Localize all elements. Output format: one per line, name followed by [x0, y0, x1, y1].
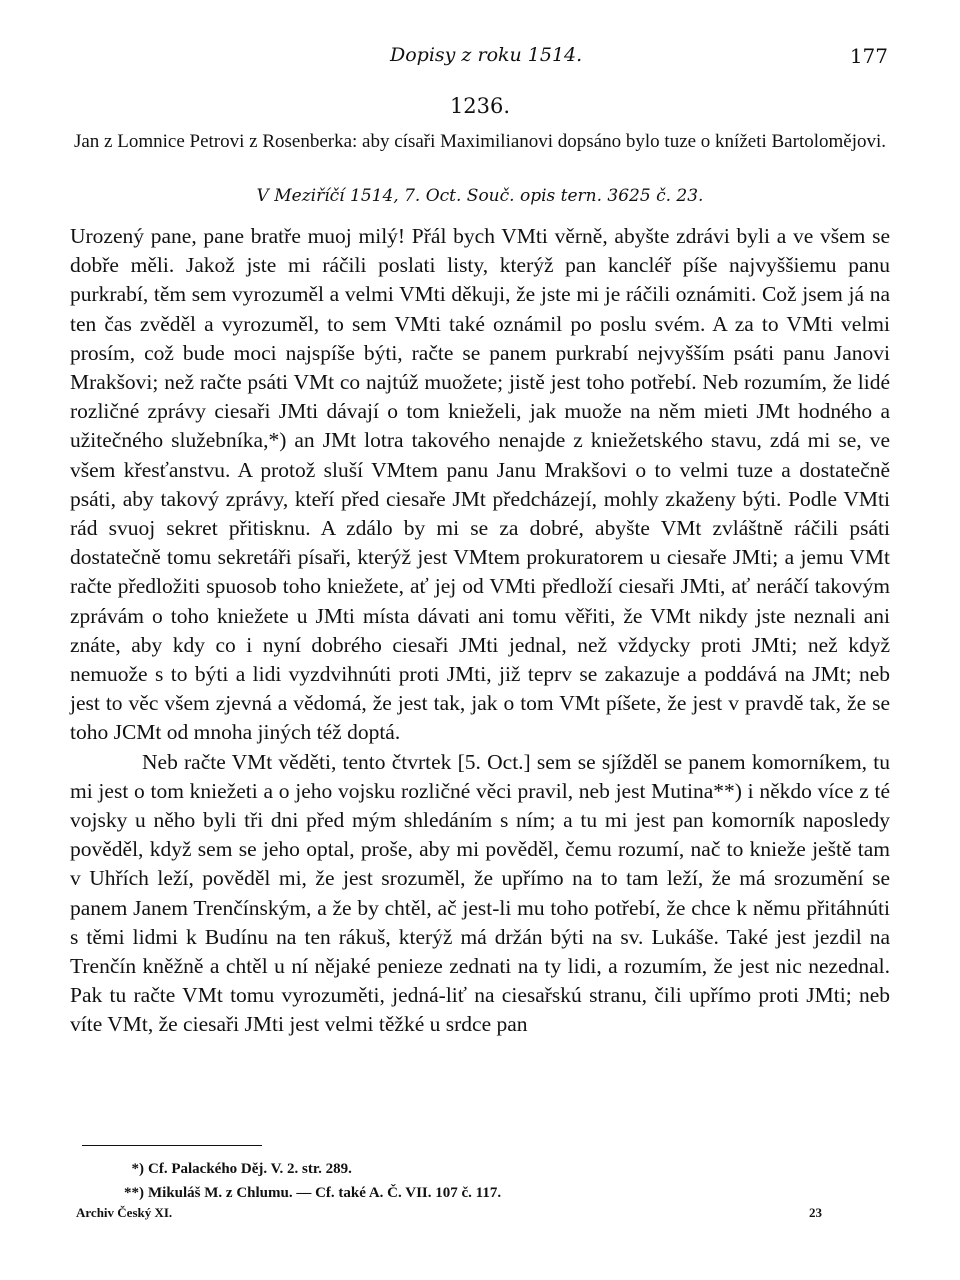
printer-signature	[70, 1205, 890, 1225]
document-number: 1236.	[449, 94, 511, 118]
footnote-mark: *)	[131, 1161, 144, 1177]
signature-title: Archiv Český XI.	[76, 1205, 173, 1220]
book-page	[70, 0, 890, 1280]
letter-body	[70, 222, 890, 1040]
document-source-line: V Meziříčí 1514, 7. Oct. Souč. opis tern. 3625 č. 23.	[256, 186, 704, 206]
footnote-mark: **)	[124, 1185, 144, 1201]
footnote-text: Cf. Palackého Děj. V. 2. str. 289.	[148, 1161, 352, 1177]
signature-number: 23	[809, 1205, 822, 1220]
footnote	[70, 1157, 890, 1181]
footnote-rule	[82, 1145, 262, 1146]
running-title: Dopisy z roku 1514.	[390, 44, 583, 66]
letter-paragraph: Neb račte VMt věděti, tento čtvrtek [5. Oct.] sem se sjížděl se panem komorníkem, tu mi jest o tom kniežeti a o jeho vojsku rozličné věci pravil, neb jest Mutina**) i někdo více z té vojsky u něho byli tři dni před mým shledáním s ním; a tu mi jest pan komorník naposledy pověděl, když sem se jeho optal, proše, aby mi pověděl, čemu rozumí, nač to knieže ještě tam v Uhřích leží, pověděl mi, že jest srozuměl, že upřímo na to tam leží, že má srozumění se panem Janem Trenčínským, a že by chtěl, ač jest-li mu toho potřebí, že chce k němu přitáhnúti s těmi lidmi k Budínu na ten rákuš, kterýž má držán býti na sv. Lukáše. Také jest jezdil na Trenčín kněžně a chtěl u ní nějaké penieze zednati na ty lidi, a rozumím, že jest nic nezednal. Pak tu račte VMt tomu vyrozuměti, jedná-liť na ciesařskú stranu, čili upřímo proti JMti; neb víte VMt, že ciesaři JMti jest velmi těžké u srdce pan	[70, 749, 890, 1037]
running-head	[70, 44, 890, 70]
footnotes	[70, 1157, 890, 1205]
document-summary: Jan z Lomnice Petrovi z Rosenberka: aby císaři Maximilianovi dopsáno bylo tuze o knížeti Bartolomějovi.	[73, 131, 887, 152]
footnote-text: Mikuláš M. z Chlumu. — Cf. také A. Č. VII. 107 č. 117.	[148, 1185, 502, 1201]
letter-paragraph: Urozený pane, pane bratře muoj milý! Přál bych VMti věrně, abyšte zdrávi byli a ve všem se dobře měli. Jakož jste mi ráčili poslati listy, kterýž pan kancléř píše najvyššiemu panu purkrabí, těm sem vyrozuměl a velmi VMti děkuji, že jste mi je ráčili oznámiti. Což jsem já na ten čas zvěděl a vyrozuměl, to sem VMti také oznámil po poslu svém. A za to VMti velmi prosím, což bude moci najspíše býti, račte se panem purkrabí nejvyšším psáti panu Janovi Mrakšovi; než račte psáti VMt co najtúž muožete; jistě jest toho potřebí. Neb rozumím, že lidé rozličné zprávy ciesaři JMti dávají o tom knieželi, jak muože na něm mieti JMt hodného a užitečného služebníka,*) an JMt lotra takového nenajde z kniežetského stavu, zdá mi se, ve všem křesťanstvu. A protož sluší VMtem panu Janu Mrakšovi o to velmi tuze a dostatečně psáti, aby takový zprávy, kteří před ciesaře JMt předcházejí, mohly zkaženy býti. Podle VMti rád svuoj sekret přitisknu. A zdálo by mi se za dobré, abyšte VMt zvláštně ráčili psáti dostatečně tomu sekretáři písaři, kterýž jest VMtem prokuratorem u ciesaře JMti; a jemu VMt račte předložiti spuosob toho kniežete, ať jej od VMti předloží ciesaři JMti, ať neráčí takovým zprávám o toho kniežete u JMti místa dávati ani tomu věřiti, že VMt nikdy jste neznali ani znáte, aby kdy co i nyní dobrého ciesaři JMti jednal, než vždycky proti JMti; než když nemuože s to býti a lidi vyzdvihnúti proti JMti, již teprv se zakazuje a poddává na JMt; neb jest to věc všem zjevná a vědomá, že jest tak, jak o tom VMt píšete, že jest v pravdě tak, že se toho JCMt od mnoha jiných též doptá.	[70, 224, 890, 745]
page-number: 177	[849, 44, 888, 68]
footnote	[70, 1181, 890, 1205]
